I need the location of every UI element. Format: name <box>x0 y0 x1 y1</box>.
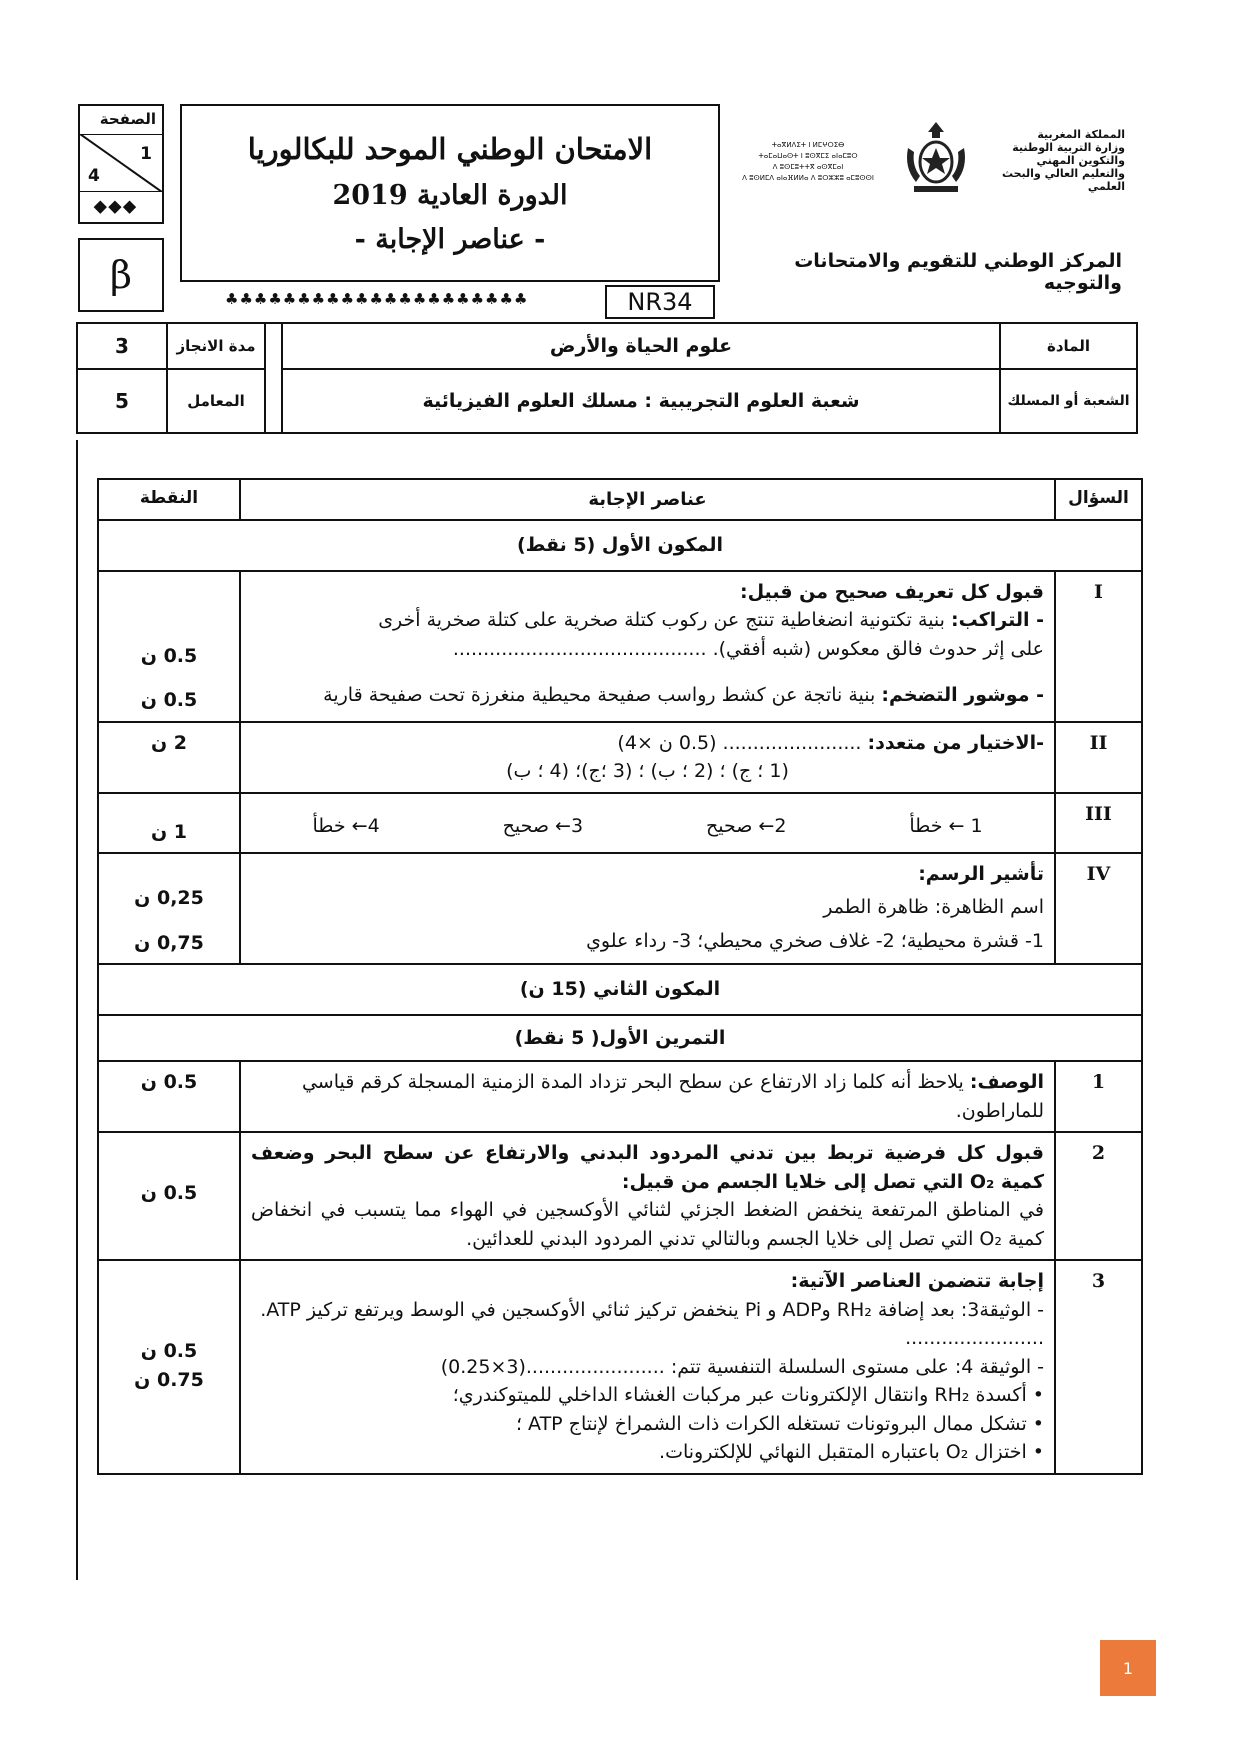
spacer <box>251 663 1044 681</box>
coef-text: 5 <box>115 389 129 413</box>
answer-line <box>251 729 1044 758</box>
page-indicator <box>78 104 164 224</box>
question-number: I <box>1055 571 1142 722</box>
heading-tail: ....................... (0.5 ن ×4) <box>617 731 868 754</box>
subject-label <box>1001 324 1136 370</box>
answer-line <box>251 681 1044 710</box>
definition-text: بنية ناتجة عن كشط رواسب صفيحة محيطية منغرزة تحت صفيحة قارية <box>323 684 882 706</box>
answer-heading: إجابة تتضمن العناصر الآتية: <box>790 1270 1044 1292</box>
duration-text: 3 <box>115 334 129 358</box>
answer-line: 1- قشرة محيطية؛ 2- غلاف صخري محيطي؛ 3- رداء علوي <box>586 930 1044 952</box>
duration-value <box>78 324 168 370</box>
question-row-3 <box>98 793 1142 854</box>
exam-title-box <box>180 104 720 282</box>
answer-cell <box>240 853 1055 964</box>
points: 0.5 ن <box>140 1071 198 1093</box>
tifinagh-line: ⵜⴰⵎⴰⵡⴰⵙⵜ ⵏ ⵓⵙⴳⵎⵉ ⴰⵏⴰⵎⵓⵔ <box>758 152 858 160</box>
ministry-line: والتكوين المهني <box>1036 154 1125 167</box>
answer-line: (1 ؛ ج) ؛ (2 ؛ ب) ؛ (3 ؛ج)؛ (4 ؛ ب) <box>506 760 789 782</box>
section-row <box>98 964 1142 1015</box>
question-row-1 <box>98 571 1142 722</box>
question-number: 1 <box>1055 1061 1142 1132</box>
duration-label <box>168 324 266 370</box>
info-frame <box>76 322 1138 434</box>
points: 0,75 ن <box>134 931 204 954</box>
col-answers-header: عناصر الإجابة <box>240 479 1055 520</box>
term: - موشور التضخم: <box>881 684 1044 706</box>
question-number: II <box>1055 722 1142 793</box>
list-item: 3← صحيح <box>502 814 584 837</box>
bullet-item: • تشكل ممال البروتونات تستغله الكرات ذات الشمراخ لإنتاج ATP ؛ <box>515 1412 1044 1435</box>
subject-text: علوم الحياة والأرض <box>549 335 733 357</box>
tifinagh-line: ⴷ ⵓⵙⵍⵎⴷ ⴰⵏⴰⴼⵍⵍⴰ ⴷ ⵓⵔⵣⵣⵓ ⴰⵎⵓⵙⵙⵏ <box>742 174 874 182</box>
question-number: III <box>1055 793 1142 854</box>
margin-line <box>76 440 78 1580</box>
ministry-line: والتعليم العالي والبحث العلمي <box>1001 167 1125 193</box>
answer-heading: قبول كل تعريف صحيح من قبيل: <box>740 580 1044 603</box>
bullet-text: اختزال O₂ باعتباره المتقبل النهائي للإلكترونات. <box>659 1441 1027 1463</box>
center-name: المركز الوطني للتقويم والامتحانات والتوجيه <box>794 250 1122 294</box>
answer-heading: تأشير الرسم: <box>918 863 1044 885</box>
table-header-row <box>98 479 1142 520</box>
question-row-e2 <box>98 1132 1142 1260</box>
tifinagh-block <box>728 140 888 184</box>
session: الدورة العادية 2019 <box>332 180 568 211</box>
points-cell <box>98 571 240 722</box>
points-cell <box>98 1061 240 1132</box>
answer-line <box>251 606 1044 635</box>
points: 0.5 ن <box>140 644 198 667</box>
answer-cell <box>240 722 1055 793</box>
points-cell <box>98 1260 240 1474</box>
points: 0.5 ن <box>140 1182 198 1204</box>
tifinagh-line: ⵜⴰⴳⵍⴷⵉⵜ ⵏ ⵍⵎⵖⵔⵉⴱ <box>771 141 845 149</box>
subject-label-text: المادة <box>1047 337 1091 355</box>
part1-title: المكون الأول (5 نقط) <box>98 520 1142 571</box>
question-row-e1 <box>98 1061 1142 1132</box>
page-label: الصفحة <box>99 110 156 128</box>
question-number: 3 <box>1055 1260 1142 1474</box>
exam-title: الامتحان الوطني الموحد للبكالوريا <box>247 132 653 166</box>
points-cell <box>98 722 240 793</box>
ministry-line: المملكة المغربية <box>1037 128 1125 141</box>
exam-code-text: NR34 <box>627 288 693 316</box>
answer-cell <box>240 793 1055 854</box>
points: 0.75 ن <box>134 1368 204 1391</box>
answer-heading: قبول كل فرضية تربط بين تدني المردود البدني والارتفاع عن سطح البحر وضعف كمية O₂ التي تصل إلى خلايا الجسم من قبيل: <box>251 1142 1044 1193</box>
bullet-text: تشكل ممال البروتونات تستغله الكرات ذات الشمراخ لإنتاج ATP ؛ <box>515 1412 1027 1435</box>
bullet-text: أكسدة RH₂ وانتقال الإلكترونات عبر مركبات الغشاء الداخلي للميتوكندري؛ <box>452 1384 1027 1406</box>
points: 0.5 ن <box>140 689 198 711</box>
subject-value <box>281 324 1001 370</box>
ministry-line: وزارة التربية الوطنية <box>1012 141 1125 154</box>
col-question-header: السؤال <box>1055 479 1142 520</box>
coef-label-text: المعامل <box>187 392 245 410</box>
answer-heading: -الاختيار من متعدد: <box>867 731 1044 754</box>
question-number: IV <box>1055 853 1142 964</box>
branch-label-text: الشعبة أو المسلك <box>1007 393 1130 409</box>
part2-title: المكون الثاني (15 ن) <box>98 964 1142 1015</box>
bullet-item: • أكسدة RH₂ وانتقال الإلكترونات عبر مركبات الغشاء الداخلي للميتوكندري؛ <box>452 1384 1044 1406</box>
answer-line: - الوثيقة 4: على مستوى السلسلة التنفسية تتم: .......................(3×0.25) <box>440 1355 1044 1378</box>
answer-line: اسم الظاهرة: ظاهرة الطمر <box>823 895 1044 918</box>
list-item: 1 ← خطأ <box>909 814 983 837</box>
page-number: 1 <box>1122 1658 1134 1678</box>
answer-line: - الوثيقة3: بعد إضافة RH₂ وADP و Pi ينخفض تركيز ثنائي الأوكسجين في الوسط ويرتفع تركيز ATP. ....................... <box>260 1298 1044 1349</box>
question-row-4 <box>98 853 1142 964</box>
version-box <box>78 238 164 312</box>
term: الوصف: <box>969 1071 1044 1093</box>
term: - التراكب: <box>951 609 1044 631</box>
coef-value <box>78 370 168 432</box>
ministry-block <box>985 128 1125 193</box>
section-row <box>98 520 1142 571</box>
list-item: 2← صحيح <box>705 814 787 837</box>
question-row-2 <box>98 722 1142 793</box>
definition-text: بنية تكتونية انضغاطية تنتج عن ركوب كتلة صخرية على كتلة صخرية أخرى <box>378 609 951 631</box>
points: 0.5 ن <box>140 1340 198 1362</box>
bullet-item: • اختزال O₂ باعتباره المتقبل النهائي للإلكترونات. <box>659 1441 1044 1463</box>
answer-cell <box>240 1132 1055 1260</box>
branch-label <box>1001 370 1136 432</box>
page-number-badge <box>1100 1640 1156 1696</box>
true-false-list <box>251 812 1044 841</box>
section-row <box>98 1015 1142 1062</box>
exam-code <box>605 285 715 319</box>
dots: ⬥⬥⬥ <box>94 196 138 217</box>
points: 2 ن <box>150 731 188 754</box>
question-number: 2 <box>1055 1132 1142 1260</box>
answer-cell <box>240 1061 1055 1132</box>
points: 1 ن <box>150 820 188 843</box>
page-total: 4 <box>88 166 100 186</box>
points-cell <box>98 793 240 854</box>
branch-text: شعبة العلوم التجريبية : مسلك العلوم الفيزيائية <box>422 390 860 412</box>
points: 0,25 ن <box>134 887 204 909</box>
exercise1-title: التمرين الأول( 5 نقط) <box>98 1015 1142 1062</box>
answer-cell <box>240 571 1055 722</box>
answers-table <box>97 478 1143 1475</box>
doc-type: - عناصر الإجابة - <box>354 224 546 255</box>
description-text: يلاحظ أنه كلما زاد الارتفاع عن سطح البحر تزداد المدة الزمنية المسجلة كرقم قياسي للماراطون. <box>301 1071 1044 1122</box>
version-symbol: β <box>110 253 132 297</box>
coat-of-arms-icon <box>900 118 972 198</box>
branch-value <box>281 370 1001 432</box>
page-current: 1 <box>140 144 152 164</box>
answer-text: في المناطق المرتفعة ينخفض الضغط الجزئي لثنائي الأوكسجين في الهواء مما يتسبب في انخفاض كمية O₂ التي تصل إلى خلايا الجسم وبالتالي تدني المردود البدني للعدائين. <box>251 1199 1044 1250</box>
list-item: 4← خطأ <box>312 814 380 837</box>
points-cell <box>98 853 240 964</box>
col-points-header: النقطة <box>98 479 240 520</box>
stars-line: ♣♣♣♣♣♣♣♣♣♣♣♣♣♣♣♣♣♣♣♣♣ <box>225 290 529 308</box>
answer-line: على إثر حدوث فالق معكوس (شبه أفقي). .......................................... <box>452 637 1044 660</box>
question-row-e3 <box>98 1260 1142 1474</box>
tifinagh-line: ⴷ ⵓⵙⵎⵓⵜⵜⴳ ⴰⵙⴳⵎⴰⵏ <box>772 163 844 171</box>
answer-cell <box>240 1260 1055 1474</box>
duration-label-text: مدة الانجاز <box>176 337 256 355</box>
points-cell <box>98 1132 240 1260</box>
coef-label <box>168 370 266 432</box>
